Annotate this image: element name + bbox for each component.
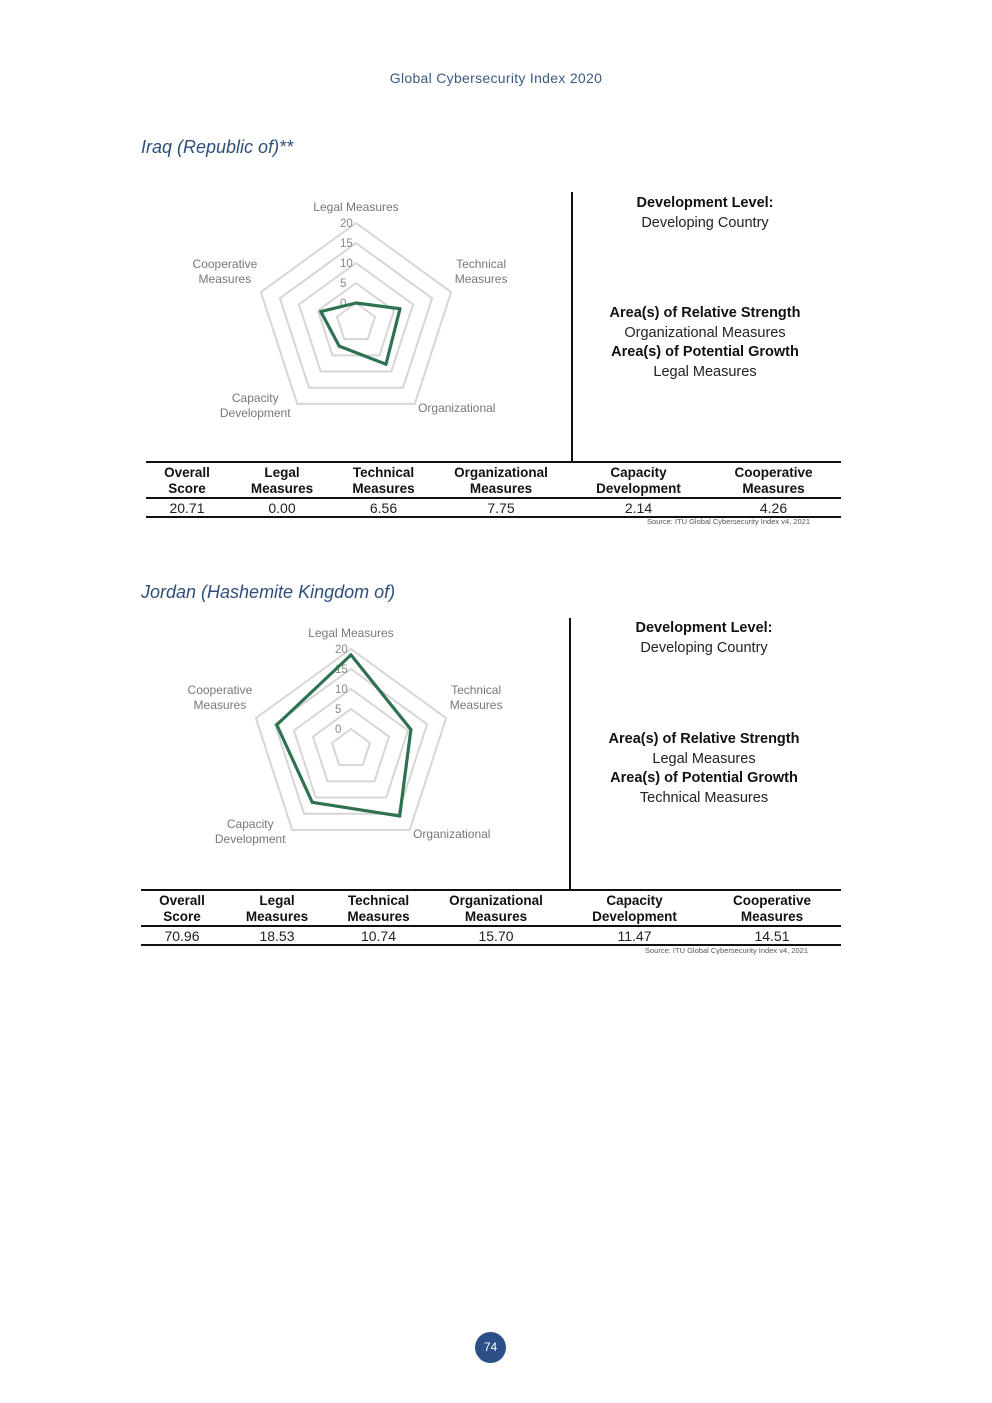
axis-label: Measures bbox=[193, 698, 247, 713]
growth-value: Legal Measures bbox=[653, 363, 757, 380]
axis-label: Development bbox=[214, 831, 286, 846]
column-header-line: Measures bbox=[469, 481, 533, 496]
data-point-1 bbox=[409, 728, 412, 731]
development-level-label: Development Level: bbox=[635, 620, 773, 636]
tick-label: 20 bbox=[340, 218, 353, 230]
page-header-title: Global Cybersecurity Index 2020 bbox=[389, 70, 603, 86]
column-header-line: Score bbox=[163, 909, 201, 924]
grid-ring bbox=[313, 709, 389, 781]
column-header-line: Organizational bbox=[449, 893, 543, 908]
axis-label: Measures bbox=[198, 272, 252, 287]
table-header-row bbox=[141, 890, 841, 926]
axis-label: Measures bbox=[449, 698, 503, 713]
column-header-line: Legal bbox=[264, 465, 300, 480]
column-header bbox=[223, 890, 331, 926]
growth-label: Area(s) of Potential Growth bbox=[611, 344, 799, 360]
axis-label: Legal Measures bbox=[308, 626, 394, 640]
tick-label: 20 bbox=[335, 644, 348, 656]
axis-label: Organizational bbox=[413, 826, 491, 841]
development-level-value: Developing Country bbox=[640, 639, 768, 656]
data-point-2 bbox=[398, 814, 401, 817]
source-note: Source: ITU Global Cybersecurity Index v4, 2021 bbox=[645, 946, 808, 955]
strength-value: Legal Measures bbox=[652, 750, 756, 767]
tick-label: 15 bbox=[335, 664, 348, 676]
score-table-jordan bbox=[141, 889, 841, 946]
column-header-line: Measures bbox=[464, 909, 528, 924]
tick-label: 10 bbox=[340, 258, 353, 270]
score-cell: 0.00 bbox=[228, 498, 336, 517]
strength-value: Organizational Measures bbox=[624, 324, 786, 341]
tick-label: 15 bbox=[340, 238, 353, 250]
column-header-line: Development bbox=[592, 909, 677, 924]
column-header-line: Overall bbox=[164, 465, 210, 480]
column-header-line: Overall bbox=[159, 893, 205, 908]
tick-label: 10 bbox=[335, 684, 348, 696]
tick-label: 0 bbox=[335, 724, 342, 736]
data-point-3 bbox=[311, 801, 314, 804]
column-header-line: Cooperative bbox=[732, 893, 812, 908]
score-cell: 11.47 bbox=[566, 926, 703, 945]
data-point-4 bbox=[275, 723, 278, 726]
column-header-line: Legal bbox=[259, 893, 295, 908]
axis-label: Technical bbox=[451, 683, 502, 698]
column-header-line: Technical bbox=[347, 893, 410, 908]
axis-label: Legal Measures bbox=[313, 200, 399, 214]
column-header bbox=[331, 890, 426, 926]
table-row bbox=[141, 926, 841, 945]
column-header-line: Measures bbox=[352, 481, 415, 496]
development-info bbox=[569, 619, 839, 658]
score-cell: 2.14 bbox=[571, 498, 706, 517]
growth-value: Technical Measures bbox=[639, 789, 769, 806]
score-cell: 6.56 bbox=[336, 498, 431, 517]
column-header-line: Measures bbox=[740, 909, 804, 924]
strength-label: Area(s) of Relative Strength bbox=[608, 731, 800, 747]
data-point-0 bbox=[349, 653, 352, 656]
column-header-line: Measures bbox=[250, 481, 314, 496]
column-header bbox=[141, 890, 223, 926]
score-cell: 20.71 bbox=[146, 498, 228, 517]
score-cell: 18.53 bbox=[223, 926, 331, 945]
axis-label: Capacity bbox=[231, 390, 279, 405]
score-cell: 10.74 bbox=[331, 926, 426, 945]
development-level-value: Developing Country bbox=[641, 214, 769, 231]
axis-label: Cooperative bbox=[187, 683, 253, 698]
strength-growth-info bbox=[569, 730, 839, 808]
tick-label: 5 bbox=[335, 704, 342, 716]
source-note: Source: ITU Global Cybersecurity Index v4, 2021 bbox=[647, 517, 810, 526]
page-number-badge: 74 bbox=[475, 1332, 506, 1363]
column-header bbox=[566, 890, 703, 926]
column-header bbox=[426, 890, 566, 926]
tick-label: 0 bbox=[340, 298, 347, 310]
axis-label: Development bbox=[219, 405, 291, 420]
axis-label: Technical bbox=[456, 257, 507, 272]
column-header-line: Measures bbox=[742, 481, 805, 496]
growth-label: Area(s) of Potential Growth bbox=[610, 770, 798, 786]
axis-label: Measures bbox=[454, 272, 508, 287]
column-header-line: Measures bbox=[347, 909, 410, 924]
column-header bbox=[703, 890, 841, 926]
column-header-line: Measures bbox=[245, 909, 309, 924]
score-cell: 7.75 bbox=[431, 498, 571, 517]
axis-label: Cooperative bbox=[192, 257, 258, 272]
column-header-line: Capacity bbox=[606, 893, 663, 908]
column-header-line: Capacity bbox=[610, 465, 667, 480]
development-level-label: Development Level: bbox=[636, 195, 774, 211]
column-header-line: Technical bbox=[352, 465, 415, 480]
score-cell: 14.51 bbox=[703, 926, 841, 945]
score-cell: 15.70 bbox=[426, 926, 566, 945]
tick-label: 5 bbox=[340, 278, 347, 290]
country-title: Jordan (Hashemite Kingdom of) bbox=[141, 582, 396, 602]
axis-label: Organizational bbox=[418, 400, 496, 415]
axis-label: Capacity bbox=[226, 816, 274, 831]
column-header-line: Organizational bbox=[454, 465, 548, 480]
country-title: Iraq (Republic of)** bbox=[141, 137, 294, 157]
column-header-line: Score bbox=[168, 481, 206, 496]
strength-label: Area(s) of Relative Strength bbox=[609, 305, 801, 321]
column-header-line: Cooperative bbox=[734, 465, 813, 480]
score-cell: 70.96 bbox=[141, 926, 223, 945]
column-header-line: Development bbox=[596, 481, 681, 496]
score-cell: 4.26 bbox=[706, 498, 841, 517]
